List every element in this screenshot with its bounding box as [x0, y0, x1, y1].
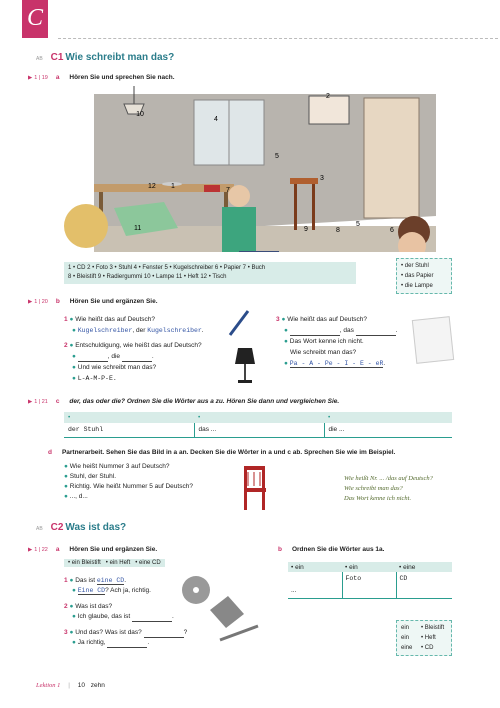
c2-number: C2 [50, 522, 64, 533]
header-cell: • eine [399, 563, 416, 571]
blank-line[interactable] [78, 355, 108, 362]
dialog-3: 3 ● Wie heißt das auf Deutsch? ● , das . ● Das Wort kenne ich nicht. Wie schreibt man das? ● Pa - A - Pe - I - E - eR. [276, 316, 398, 367]
track-number: 1 | 22 [34, 547, 48, 553]
article: ein [401, 625, 410, 631]
answer-text: Ja richtig, [77, 639, 106, 646]
noun: • Bleistift [421, 625, 445, 631]
word-chips [64, 559, 165, 567]
question: Entschuldigung, wie heißt das auf Deutsch? [75, 342, 202, 349]
chip: • ein Heft [105, 560, 131, 566]
question: Das ist [75, 577, 96, 584]
play-icon[interactable]: ▶ [28, 547, 33, 553]
article-box [396, 258, 452, 294]
cell: der Stuhl [68, 426, 104, 434]
instruction: der, das oder die? Ordnen Sie die Wörter aus a zu. Hören Sie dann und vergleichen Sie. [69, 398, 340, 405]
item-number: 1 [64, 577, 68, 584]
handwritten-answer: eine CD [96, 577, 125, 584]
cell: die ... [328, 426, 345, 434]
bullet: • [328, 414, 331, 421]
phrase-box [344, 474, 454, 504]
answer-text: , das [339, 327, 354, 334]
item-number: 3 [64, 629, 68, 636]
c2-title: Was ist das? [65, 522, 127, 533]
blank-line[interactable] [290, 329, 340, 336]
dialog-line: Stuhl, der Stuhl. [69, 473, 116, 480]
page-word: zehn [90, 682, 105, 689]
pen-illustration [226, 308, 252, 338]
exercise-letter: d [48, 449, 52, 456]
exercise-c2a-row [28, 546, 157, 553]
instruction: Ordnen Sie die Wörter aus 1a. [291, 546, 385, 553]
lamp-illustration [234, 346, 256, 386]
c2b-table [288, 562, 452, 599]
question: Wie heißt das auf Deutsch? [287, 316, 368, 323]
exercise-letter: b [55, 298, 60, 305]
noun: • Heft [421, 635, 436, 641]
instruction: Hören Sie und sprechen Sie nach. [69, 74, 175, 81]
header-cell: • ein [345, 563, 358, 571]
ab-label: AB [36, 526, 43, 532]
exercise-b-row [28, 298, 158, 305]
question: Und das? Was ist das? [75, 629, 142, 636]
answer-text: L-A-M-P-E. [77, 375, 117, 382]
dialog-1: 1 ● Wie heißt das auf Deutsch? ● Kugelschreiber, der Kugelschreiber. 2 ● Entschuldigung, wie heißt das auf Deutsch? ● , die . ● Und wie schreibt man das? ● L-A-M-P-E. [64, 316, 204, 382]
handwritten-answer: Kugelschreiber [77, 327, 133, 334]
handwritten-answer: Kugelschreiber [147, 327, 202, 334]
question: Was ist das? [75, 603, 113, 610]
header-cell: • ein [291, 563, 304, 571]
article-item: • das Papier [401, 273, 434, 279]
vocab-box [64, 262, 356, 284]
objects-illustration [180, 574, 260, 644]
chair-illustration [240, 464, 270, 514]
exercise-letter: c [55, 398, 60, 405]
item-number: 2 [64, 603, 68, 610]
illustration-label: 4 [214, 116, 218, 123]
lesson-label: Lektion 1 [36, 682, 61, 689]
play-icon[interactable]: ▶ [28, 75, 33, 81]
exercise-letter: b [278, 546, 282, 553]
handwritten-answer: Eine CD [77, 587, 106, 594]
instruction: Partnerarbeit. Sehen Sie das Bild in a an. Decken Sie die Wörter in a und c ab. Sprechen Sie wie im Beispiel. [61, 449, 396, 456]
phrase: Wie schreibt man das? [344, 485, 403, 492]
bullet: • [198, 414, 201, 421]
cell [342, 584, 396, 598]
exercise-a-row [28, 74, 175, 81]
vocab-row: 8 • Bleistift 9 • Radiergummi 10 • Lampe 11 • Heft 12 • Tisch [68, 274, 227, 280]
phrase: Wie heißt Nr. ... /das auf Deutsch? [344, 475, 433, 482]
c1-title: Wie schreibt man das? [65, 52, 175, 63]
answer-end: . [383, 360, 386, 367]
blank-line[interactable] [107, 641, 147, 648]
track-number: 1 | 20 [34, 299, 48, 305]
illustration-label: 9 [304, 226, 308, 233]
footer: Lektion 1 | 10 zehn [36, 682, 105, 689]
dialog-line: ..., d... [69, 493, 88, 500]
illustration-label: 3 [320, 175, 324, 182]
dialog-line: Wie heißt Nummer 3 auf Deutsch? [69, 463, 170, 470]
exercise-d-row [48, 449, 395, 456]
question: Und wie schreibt man das? [77, 364, 157, 371]
c1-number: C1 [50, 52, 64, 63]
item-number: 1 [64, 316, 68, 323]
c1-heading [36, 52, 174, 63]
answer-text: , die [107, 353, 121, 360]
track-number: 1 | 19 [34, 75, 48, 81]
section-tab: C [22, 0, 48, 38]
answer-text: ? Ach ja, richtig. [105, 587, 151, 594]
dialog-d: ● Wie heißt Nummer 3 auf Deutsch? ● Stuhl, der Stuhl. ● Richtig. Wie heißt Nummer 5 auf Deutsch? ● ..., d... [64, 463, 193, 500]
paper-illustration [412, 316, 454, 364]
bullet: • [68, 414, 71, 421]
exercise-c2b-row [278, 546, 384, 553]
classroom-illustration [64, 86, 436, 252]
article: ein [401, 635, 410, 641]
handwritten-answer: Pa - A - Pe - I - E - eR [289, 360, 384, 367]
item-number: 2 [64, 342, 68, 349]
cell: das ... [194, 423, 324, 437]
cell: Foto [342, 572, 396, 584]
answer-text: , der [132, 327, 146, 334]
phrase: Das Wort kenne ich nicht. [344, 495, 412, 502]
dialog-c2a: 1 ● Das ist eine CD. ● Eine CD? Ach ja, richtig. 2 ● Was ist das? ● Ich glaube, das ist . 3 ● Und das? Was ist das? ? ● Ja richtig, . [64, 577, 188, 646]
article-item: • die Lampe [401, 283, 433, 289]
illustration-label: 10 [136, 111, 144, 118]
divider [58, 38, 498, 39]
noun: • CD [421, 645, 434, 651]
page-number: 10 [77, 682, 85, 689]
illustration-label: 11 [134, 225, 142, 232]
cell [396, 584, 452, 598]
illustration-label: 6 [390, 227, 394, 234]
ab-label: AB [36, 56, 43, 62]
item-number: 3 [276, 316, 280, 323]
play-icon[interactable]: ▶ [28, 299, 33, 305]
blank-line[interactable] [122, 355, 152, 362]
c2-heading [36, 522, 126, 533]
cell [288, 572, 342, 584]
chip: • eine CD [135, 560, 161, 566]
exercise-letter: a [55, 74, 60, 81]
answer-end: . [201, 327, 204, 334]
article-table [64, 412, 452, 438]
track-number: 1 | 21 [34, 399, 48, 405]
answer-text: Das Wort kenne ich nicht. [289, 338, 364, 345]
article-item: • der Stuhl [401, 263, 429, 269]
illustration-label: 2 [326, 93, 330, 100]
cell: ... [288, 584, 342, 598]
exercise-letter: a [55, 546, 60, 553]
cell: CD [399, 574, 408, 582]
illustration-label: 7 [226, 187, 230, 194]
play-icon[interactable]: ▶ [28, 399, 33, 405]
exercise-c-row [28, 398, 339, 405]
blank-line[interactable] [144, 631, 184, 638]
blank-line[interactable] [356, 329, 396, 336]
instruction: Hören Sie und ergänzen Sie. [69, 546, 158, 553]
chip: • ein Bleistift [68, 560, 101, 566]
vocab-row: 1 • CD 2 • Foto 3 • Stuhl 4 • Fenster 5 • Kugelschreiber 6 • Papier 7 • Buch [68, 265, 266, 271]
answer-text: Ich glaube, das ist [77, 613, 131, 620]
gender-box [396, 620, 452, 656]
illustration-label: 5 [356, 221, 360, 228]
article: eine [401, 645, 413, 651]
instruction: Hören Sie und ergänzen Sie. [69, 298, 158, 305]
illustration-label: 5 [275, 153, 279, 160]
question: Wie heißt das auf Deutsch? [75, 316, 156, 323]
illustration-label: 12 [148, 183, 156, 190]
question: Wie schreibt man das? [290, 349, 357, 356]
dialog-line: Richtig. Wie heißt Nummer 5 auf Deutsch? [69, 483, 193, 490]
blank-line[interactable] [132, 615, 172, 622]
illustration-label: 1 [171, 183, 175, 190]
illustration-label: 8 [336, 227, 340, 234]
